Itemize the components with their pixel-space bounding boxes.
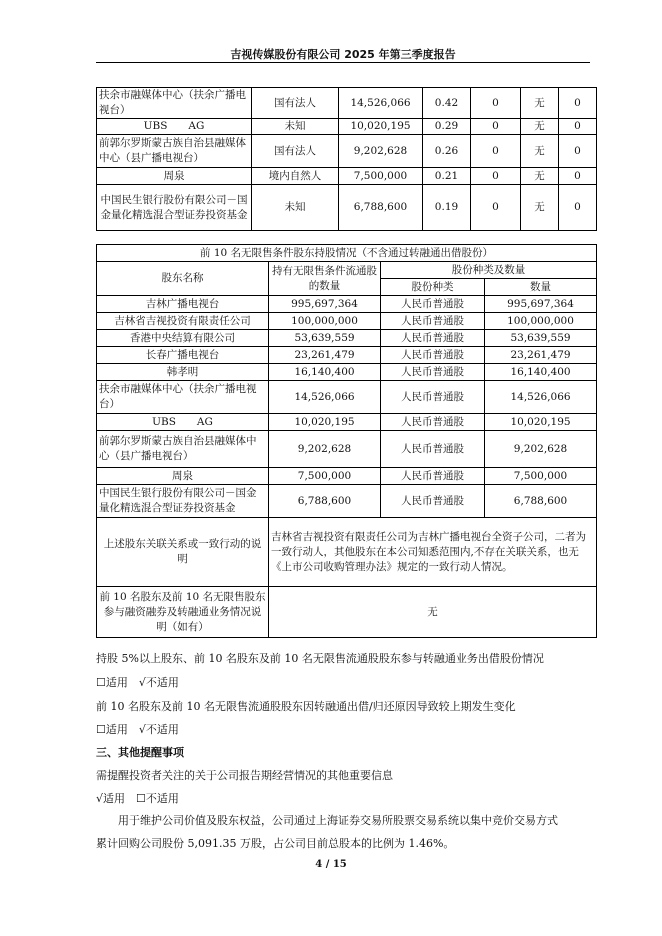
holder-pledge-qty: 0: [559, 88, 597, 119]
holder-name: 韩孝明: [97, 364, 269, 381]
margin-label: 前 10 名股东及前 10 名无限售股东参与融资融券及转融通业务情况说明（如有）: [97, 587, 269, 638]
lending-status-options: ☐适用 √不适用: [96, 676, 179, 689]
holder-name: 前郭尔罗斯蒙古族自治县融媒体中心（县广播电视台）: [97, 135, 252, 168]
holder-qty: 100,000,000: [269, 313, 381, 330]
holder-ratio: 0.26: [423, 135, 471, 168]
holder-qty: 9,202,628: [269, 431, 381, 468]
table-row: [97, 468, 597, 485]
page-number: 4 / 15: [315, 859, 347, 870]
top-holders-table: [96, 87, 597, 231]
holder-shares: 10,020,195: [339, 119, 423, 135]
relation-text: 吉林省吉视投资有限责任公司为吉林广播电视台全资子公司，二者为一致行动人，其他股东在本公司知悉范围内,不存在关联关系，也无《上市公司收购管理办法》规定的一致行动人情况。: [269, 518, 597, 587]
table-row: [97, 485, 597, 518]
table-row: [97, 88, 597, 119]
holder-qty: 16,140,400: [269, 364, 381, 381]
holder-name: 周泉: [97, 468, 269, 485]
share-amount: 14,526,066: [485, 381, 597, 414]
holder-nature: 国有法人: [252, 88, 339, 119]
share-amount: 7,500,000: [485, 468, 597, 485]
holder-restricted: 0: [471, 168, 521, 185]
holder-name: UBS AG: [97, 414, 269, 431]
holder-name: 扶余市融媒体中心（扶余广播电视台）: [97, 381, 269, 414]
share-amount: 16,140,400: [485, 364, 597, 381]
share-amount: 53,639,559: [485, 330, 597, 347]
holder-ratio: 0.21: [423, 168, 471, 185]
section-3-paragraph-line2: 累计回购公司股份 5,091.35 万股，占公司目前总股本的比例为 1.46%。: [96, 837, 455, 850]
holder-pledge-qty: 0: [559, 185, 597, 231]
share-type: 人民币普通股: [381, 364, 485, 381]
holder-nature: 境内自然人: [252, 168, 339, 185]
share-type: 人民币普通股: [381, 431, 485, 468]
table-header-row: [97, 262, 597, 279]
share-type: 人民币普通股: [381, 414, 485, 431]
holder-pledge-status: 无: [521, 88, 559, 119]
holder-qty: 23,261,479: [269, 347, 381, 364]
share-type: 人民币普通股: [381, 313, 485, 330]
share-amount: 100,000,000: [485, 313, 597, 330]
section-title: 前 10 名无限售条件股东持股情况（不含通过转融通出借股份）: [97, 245, 597, 262]
holder-ratio: 0.42: [423, 88, 471, 119]
holder-pledge-status: 无: [521, 119, 559, 135]
section-3-options: √适用 ☐不适用: [96, 792, 179, 805]
holder-pledge-qty: 0: [559, 135, 597, 168]
holder-restricted: 0: [471, 185, 521, 231]
holder-restricted: 0: [471, 88, 521, 119]
holder-shares: 9,202,628: [339, 135, 423, 168]
header-divider: [96, 62, 590, 63]
share-type: 人民币普通股: [381, 296, 485, 313]
share-type: 人民币普通股: [381, 330, 485, 347]
holder-name: 中国民生银行股份有限公司－国金量化精选混合型证券投资基金: [97, 185, 252, 231]
holder-nature: 未知: [252, 119, 339, 135]
section-3-intro: 需提醒投资者关注的关于公司报告期经营情况的其他重要信息: [96, 769, 393, 782]
share-amount: 10,020,195: [485, 414, 597, 431]
share-amount: 995,697,364: [485, 296, 597, 313]
table-row: [97, 414, 597, 431]
holder-name: 扶余市融媒体中心（扶余广播电视台）: [97, 88, 252, 119]
table-row: [97, 518, 597, 587]
table-row: [97, 330, 597, 347]
holder-pledge-qty: 0: [559, 168, 597, 185]
holder-qty: 6,788,600: [269, 485, 381, 518]
section-3-paragraph-line1: 用于维护公司价值及股东权益，公司通过上海证券交易所股票交易系统以集中竞价交易方式: [118, 814, 558, 827]
holder-pledge-status: 无: [521, 168, 559, 185]
holder-nature: 未知: [252, 185, 339, 231]
share-type: 人民币普通股: [381, 468, 485, 485]
holder-nature: 国有法人: [252, 135, 339, 168]
margin-text: 无: [269, 587, 597, 638]
lending-change-options: ☐适用 √不适用: [96, 723, 179, 736]
share-type: 人民币普通股: [381, 485, 485, 518]
table-row: [97, 347, 597, 364]
lending-status-heading: 持股 5%以上股东、前 10 名股东及前 10 名无限售流通股股东参与转融通业务出借股份情况: [96, 652, 544, 665]
page-header: 吉视传媒股份有限公司 2025 年第三季度报告: [230, 48, 456, 61]
column-header-qty: 持有无限售条件流通股的数量: [269, 262, 381, 296]
table-row: [97, 313, 597, 330]
relation-label: 上述股东关联关系或一致行动的说明: [97, 518, 269, 587]
section-3-title: 三、其他提醒事项: [96, 746, 184, 759]
share-type: 人民币普通股: [381, 381, 485, 414]
holder-name: 香港中央结算有限公司: [97, 330, 269, 347]
column-header-type: 股份种类: [381, 279, 485, 296]
unrestricted-holders-table: [96, 244, 597, 638]
share-amount: 6,788,600: [485, 485, 597, 518]
table-row: [97, 185, 597, 231]
holder-name: 中国民生银行股份有限公司－国金量化精选混合型证券投资基金: [97, 485, 269, 518]
holder-shares: 6,788,600: [339, 185, 423, 231]
table-row: [97, 364, 597, 381]
holder-ratio: 0.29: [423, 119, 471, 135]
table-row: [97, 135, 597, 168]
table-row: [97, 245, 597, 262]
holder-qty: 14,526,066: [269, 381, 381, 414]
holder-qty: 7,500,000: [269, 468, 381, 485]
column-header-name: 股东名称: [97, 262, 269, 296]
holder-name: 吉林省吉视投资有限责任公司: [97, 313, 269, 330]
table-row: [97, 381, 597, 414]
holder-restricted: 0: [471, 135, 521, 168]
holder-shares: 7,500,000: [339, 168, 423, 185]
holder-pledge-status: 无: [521, 135, 559, 168]
share-amount: 9,202,628: [485, 431, 597, 468]
column-header-type-group: 股份种类及数量: [381, 262, 597, 279]
table-row: [97, 431, 597, 468]
table-row: [97, 587, 597, 638]
share-amount: 23,261,479: [485, 347, 597, 364]
holder-ratio: 0.19: [423, 185, 471, 231]
holder-qty: 995,697,364: [269, 296, 381, 313]
table-row: [97, 119, 597, 135]
table-row: [97, 168, 597, 185]
holder-name: UBS AG: [97, 119, 252, 135]
lending-change-heading: 前 10 名股东及前 10 名无限售流通股股东因转融通出借/归还原因导致较上期发生变化: [96, 700, 516, 713]
holder-name: 吉林广播电视台: [97, 296, 269, 313]
holder-name: 长春广播电视台: [97, 347, 269, 364]
share-type: 人民币普通股: [381, 347, 485, 364]
table-row: [97, 296, 597, 313]
holder-qty: 10,020,195: [269, 414, 381, 431]
holder-pledge-status: 无: [521, 185, 559, 231]
holder-name: 前郭尔罗斯蒙古族自治县融媒体中心（县广播电视台）: [97, 431, 269, 468]
holder-restricted: 0: [471, 119, 521, 135]
holder-name: 周泉: [97, 168, 252, 185]
holder-pledge-qty: 0: [559, 119, 597, 135]
holder-shares: 14,526,066: [339, 88, 423, 119]
column-header-amount: 数量: [485, 279, 597, 296]
holder-qty: 53,639,559: [269, 330, 381, 347]
